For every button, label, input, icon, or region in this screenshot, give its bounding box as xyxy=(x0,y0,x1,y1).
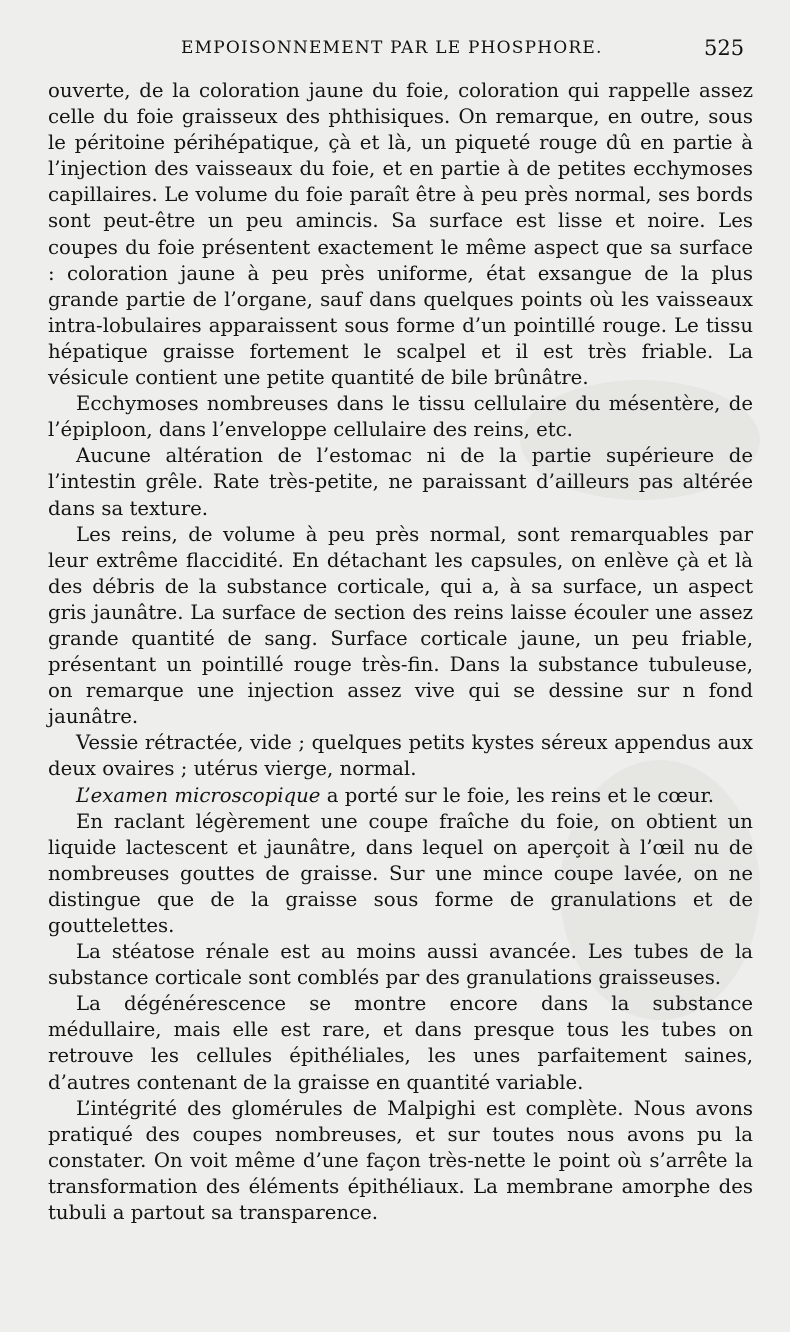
paragraph: L’intégrité des glomérules de Malpighi est complète. Nous avons pratiqué des coupes nombreuses, et sur toutes nous avons pu la constater. On voit même d’une façon très-nette le point où s’arrête la transformation des éléments épithéliaux. La membrane amorphe des tubuli a partout sa transparence. xyxy=(48,1096,753,1225)
paragraph: En raclant légèrement une coupe fraîche du foie, on obtient un liquide lactescent et jaunâtre, dans lequel on aperçoit à l’œil nu de nombreuses gouttes de graisse. Sur une mince coupe lavée, on ne distingue que de la graisse sous forme de granulations et de gouttelettes. xyxy=(48,809,753,937)
page-header xyxy=(0,36,800,66)
body-text xyxy=(48,78,753,1226)
paragraph xyxy=(48,783,753,809)
page-edge xyxy=(790,0,800,1332)
paragraph: Aucune altération de l’estomac ni de la partie supérieure de l’intestin grêle. Rate très-petite, ne paraissant d’ailleurs pas altérée dans sa texture. xyxy=(48,444,753,520)
paragraph: La dégénérescence se montre encore dans la substance médullaire, mais elle est rare, et dans presque tous les tubes on retrouve les cellules épithéliales, les unes parfaitement saines, d’autres contenant de la graisse en quantité variable. xyxy=(48,992,753,1094)
paragraph: Vessie rétractée, vide ; quelques petits kystes séreux appendus aux deux ovaires ; utérus vierge, normal. xyxy=(48,731,753,781)
paragraph: ouverte, de la coloration jaune du foie, coloration qui rappelle assez celle du foie graisseux des phthisiques. On remarque, en outre, sous le péritoine périhépatique, çà et là, un piqueté rouge dû en partie à l’injection des vaisseaux du foie, et en partie à de petites ecchymoses capillaires. Le volume du foie paraît être à peu près normal, ses bords sont peut-être un peu amincis. Sa surface est lisse et noire. Les coupes du foie présentent exactement le même aspect que sa surface : coloration jaune à peu près uniforme, état exsangue de la plus grande partie de l’organe, sauf dans quelques points où les vaisseaux intra-lobulaires apparaissent sous forme d’un pointillé rouge. Le tissu hépatique graisse fortement le scalpel et il est très friable. La vésicule contient une petite quantité de bile brûnâtre. xyxy=(48,79,753,390)
paragraph: Les reins, de volume à peu près normal, sont remarquables par leur extrême flaccidité. En détachant les capsules, on enlève çà et là des débris de la substance corticale, qui a, à sa surface, un aspect gris jaunâtre. La surface de section des reins laisse écouler une assez grande quantité de sang. Surface corticale jaune, un peu friable, présentant un pointillé rouge très-fin. Dans la substance tubuleuse, on remarque une injection assez vive qui se dessine sur n fond jaunâtre. xyxy=(48,522,753,729)
paragraph: Ecchymoses nombreuses dans le tissu cellulaire du mésentère, de l’épiploon, dans l’enveloppe cellulaire des reins, etc. xyxy=(48,392,753,442)
italic-term: L’examen microscopique xyxy=(76,783,321,807)
paragraph-text: a porté sur le foie, les reins et le cœur. xyxy=(320,783,715,807)
page-number: 525 xyxy=(704,36,745,60)
running-title: EMPOISONNEMENT PAR LE PHOSPHORE. xyxy=(181,38,603,58)
paragraph: La stéatose rénale est au moins aussi avancée. Les tubes de la substance corticale sont comblés par des granulations graisseuses. xyxy=(48,940,753,990)
